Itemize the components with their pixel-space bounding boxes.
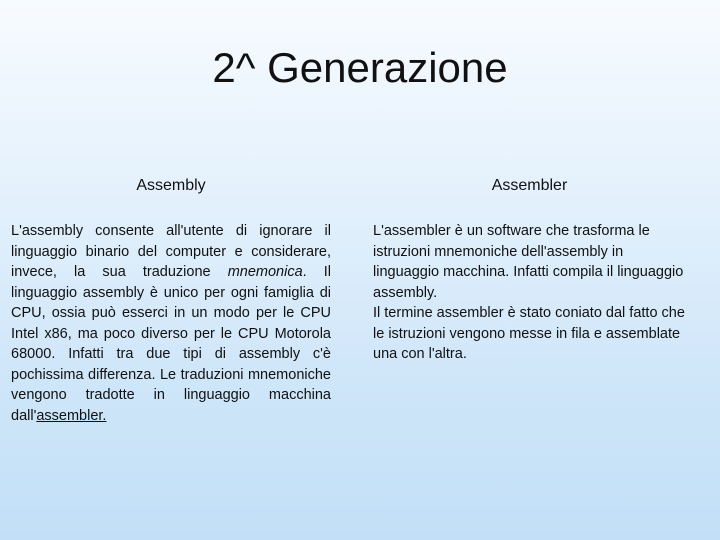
assembly-description (11, 221, 331, 426)
assembler-link[interactable]: assembler. (36, 407, 107, 424)
assembly-heading: Assembly (136, 177, 206, 194)
assembly-text-part1: L'assembly consente all'utente di ignorare il linguaggio binario del computer e considerare, invece, la sua traduzione (11, 223, 331, 280)
assembler-paragraph-2: Il termine assembler è stato coniato dal fatto che le istruzioni vengono messe in fila e assemblate una con l'altra. (373, 305, 685, 362)
mnemonica-term: mnemonica (227, 264, 303, 280)
assembler-heading: Assembler (491, 177, 568, 194)
assembly-text-part2: . Il linguaggio assembly è unico per ogni famiglia di CPU, ossia può esserci in un modo per le CPU Intel x86, ma poco diverso per le CPU Motorola 68000. Infatti tra due tipi di assembly c'è pochissima differenza. Le traduzioni mnemoniche vengono tradotte in linguaggio macchina dall' (11, 264, 332, 424)
assembler-paragraph-1: L'assembler è un software che trasforma le istruzioni mnemoniche dell'assembly in linguaggio macchina. Infatti compila il linguaggio assembly. (373, 223, 684, 301)
slide-title: 2^ Generazione (212, 44, 508, 91)
assembly-column (11, 176, 331, 426)
assembler-column (373, 176, 686, 365)
